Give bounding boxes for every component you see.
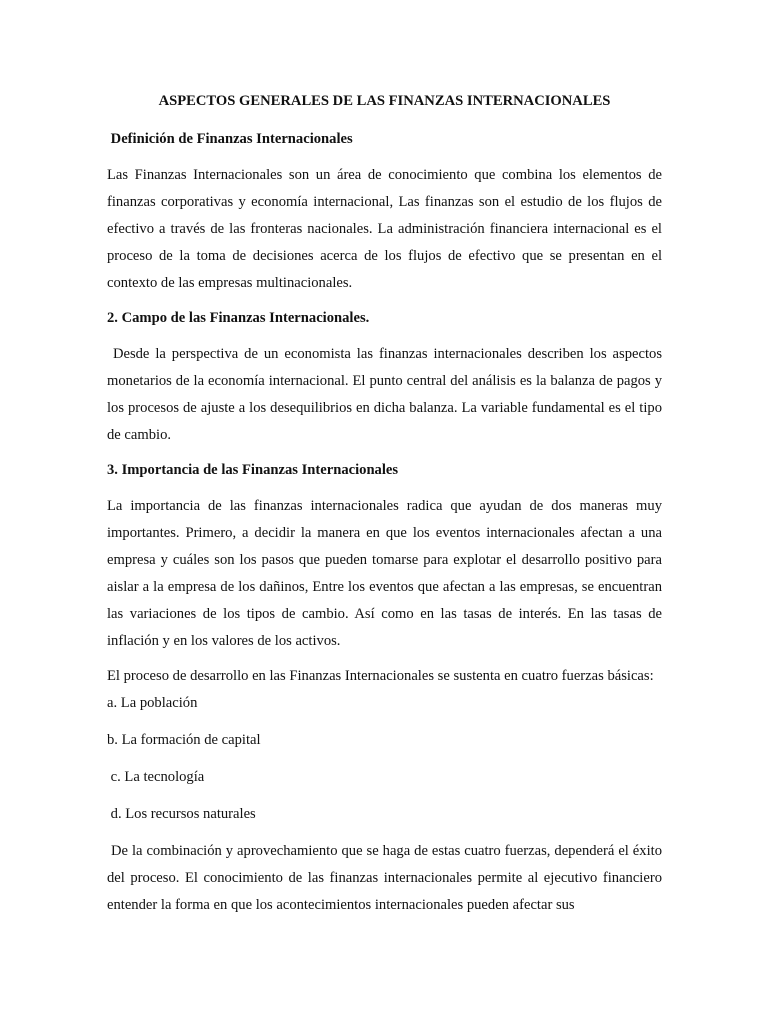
paragraph-campo: Desde la perspectiva de un economista las finanzas internacionales describen los aspectos monetarios de la economía internacional. El punto central del análisis es la balanza de pagos y los procesos de ajuste a los desequilibrios en dicha balanza. La variable fundamental es el tipo de cambio. bbox=[107, 346, 666, 443]
list-item-capital: b. La formación de capital bbox=[107, 732, 261, 748]
section-heading-campo: 2. Campo de las Finanzas Internacionales. bbox=[107, 310, 370, 326]
paragraph-importancia: La importancia de las finanzas internacionales radica que ayudan de dos maneras muy importantes. Primero, a decidir la manera en que los eventos internacionales afectan a una empresa y cuáles son los pasos que pueden tomarse para explotar el desarrollo positivo para aislar a la empresa de los dañinos, Entre los eventos que afectan a las empresas, se encuentran las variaciones de los tipos de cambio. Así como en las tasas de interés. En las tasas de inflación y en los valores de los activos. bbox=[107, 498, 662, 649]
section-heading-importancia: 3. Importancia de las Finanzas Internacionales bbox=[107, 462, 399, 478]
section-heading-definicion: Definición de Finanzas Internacionales bbox=[107, 131, 353, 147]
list-item-poblacion: a. La población bbox=[107, 695, 198, 711]
paragraph-closing: De la combinación y aprovechamiento que se haga de estas cuatro fuerzas, dependerá el éxito del proceso. El conocimiento de las finanzas internacionales permite al ejecutivo financiero entender la forma en que los acontecimientos internacionales pueden afectar sus bbox=[107, 843, 666, 913]
list-item-tecnologia: c. La tecnología bbox=[107, 769, 205, 785]
paragraph-forces-intro: El proceso de desarrollo en las Finanzas Internacionales se sustenta en cuatro fuerzas básicas: bbox=[107, 668, 654, 684]
document-title: ASPECTOS GENERALES DE LAS FINANZAS INTERNACIONALES bbox=[158, 93, 611, 109]
list-item-recursos: d. Los recursos naturales bbox=[107, 806, 256, 822]
paragraph-definicion: Las Finanzas Internacionales son un área de conocimiento que combina los elementos de finanzas corporativas y economía internacional, Las finanzas son el estudio de los flujos de efectivo a través de las fronteras nacionales. La administración financiera internacional es el proceso de la toma de decisiones acerca de los flujos de efectivo que se presentan en el contexto de las empresas multinacionales. bbox=[107, 167, 662, 291]
document-body bbox=[107, 88, 666, 927]
